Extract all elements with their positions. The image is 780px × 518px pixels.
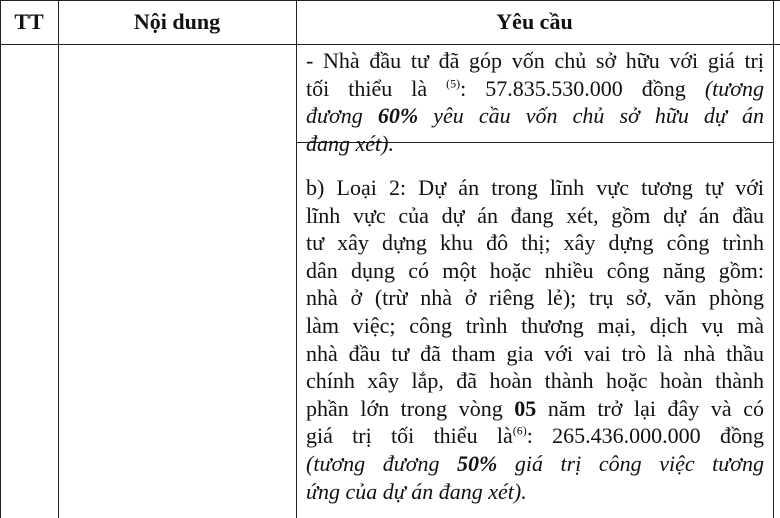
requirement-paragraph-2: [306, 174, 764, 505]
text-line: ứng của dự án đang xét).: [306, 478, 527, 504]
text-line: - Nhà đầu tư đã góp vốn chủ sở hữu với giá trị: [306, 48, 764, 73]
text-line: làm việc; công trình thương mại, dịch vụ mà: [306, 312, 764, 338]
text-line: (tương đương 50% giá trị công việc tương: [306, 450, 764, 476]
footnote-ref-5: (5): [446, 76, 461, 91]
text-line: phần lớn trong vòng 05 năm trở lại đây và có: [306, 395, 765, 421]
text-line: lĩnh vực của dự án đang xét, gồm dự án đầu: [306, 202, 764, 228]
column-divider-noi-dung: [296, 0, 297, 518]
column-divider-tt: [58, 0, 59, 518]
text-line: nhà đầu tư đã tham gia với vai trò là nhà thầu: [306, 340, 764, 366]
text-line: chính xây lắp, đã hoàn thành hoặc hoàn thành: [306, 368, 764, 394]
text-line: nhà ở (trừ nhà ở riêng lẻ); trụ sở, văn phòng: [306, 285, 764, 311]
header-noi-dung: Nội dung: [133, 9, 221, 34]
text-line: b) Loại 2: Dự án trong lĩnh vực tương tự với: [306, 175, 764, 200]
text-line: tối thiểu là $^{(5)}$: 57.835.530.000 đồng (tương: [306, 75, 764, 101]
footnote-ref-6: (6): [512, 424, 527, 439]
table-right-border: [773, 0, 774, 518]
table-left-border: [0, 0, 1, 518]
requirement-paragraph-1: [306, 47, 764, 157]
text-line: dân dụng có một hoặc nhiều công năng gồm:: [306, 257, 764, 283]
header-yeu-cau: Yêu cầu: [496, 9, 573, 34]
text-line: đương 60% yêu cầu vốn chủ sở hữu dự án: [306, 103, 765, 129]
text-line: tư xây dựng khu đô thị; xây dựng công trình: [306, 230, 764, 256]
text-line: đang xét).: [306, 130, 394, 156]
text-line: giá trị tối thiểu $là^{(6)}$: 265.436.000.000 đồng: [306, 423, 764, 449]
header-tt: TT: [14, 9, 44, 34]
header-bottom-border: [0, 44, 780, 45]
